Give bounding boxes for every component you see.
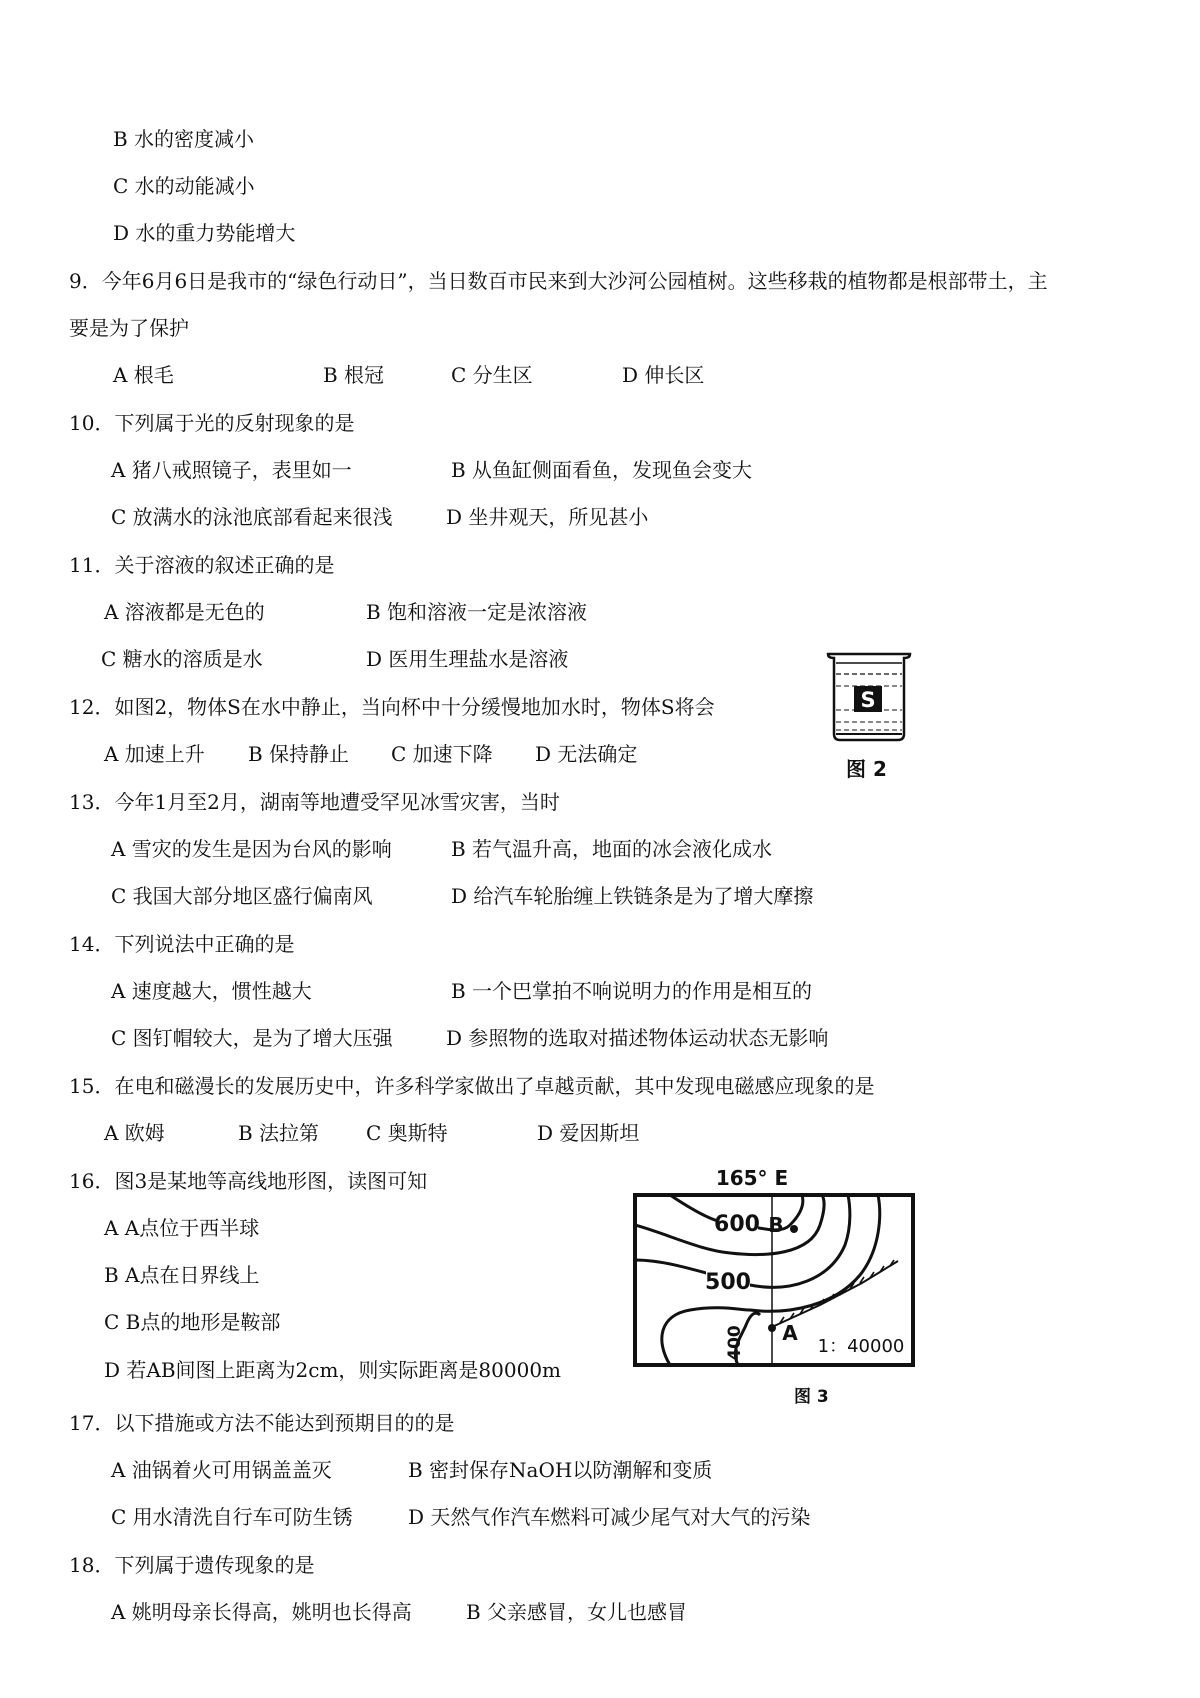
q15-option-a: A 欧姆 <box>104 1121 165 1145</box>
q17-option-d: D 天然气作汽车燃料可减少尾气对大气的污染 <box>408 1505 811 1529</box>
point-b-dot <box>790 1225 798 1233</box>
contour-500-label: 500 <box>705 1270 751 1295</box>
q8-option-d: D 水的重力势能增大 <box>113 221 296 245</box>
q12-option-b: B 保持静止 <box>248 742 350 766</box>
q12-option-d: D 无法确定 <box>535 742 638 766</box>
q12-option-c: C 加速下降 <box>391 742 493 766</box>
point-a-label: A <box>782 1321 798 1345</box>
q15-option-c: C 奥斯特 <box>366 1121 448 1145</box>
q13-option-a: A 雪灾的发生是因为台风的影响 <box>111 837 392 861</box>
q10-option-c: C 放满水的泳池底部看起来很浅 <box>111 505 393 529</box>
figure-3-contour-map <box>630 1165 920 1375</box>
q13-option-b: B 若气温升高，地面的冰会液化成水 <box>451 837 773 861</box>
q17-option-b: B 密封保存NaOH以防潮解和变质 <box>408 1458 713 1482</box>
q16-option-a: A A点位于西半球 <box>104 1216 260 1240</box>
q11-option-d: D 医用生理盐水是溶液 <box>366 647 569 671</box>
q10-stem: 10．下列属于光的反射现象的是 <box>69 411 355 435</box>
q15-option-d: D 爱因斯坦 <box>537 1121 640 1145</box>
q13-option-c: C 我国大部分地区盛行偏南风 <box>111 884 373 908</box>
q14-stem: 14．下列说法中正确的是 <box>69 932 295 956</box>
q10-option-d: D 坐井观天，所见甚小 <box>446 505 649 529</box>
q8-option-b: B 水的密度减小 <box>113 127 255 151</box>
q11-option-c: C 糖水的溶质是水 <box>101 647 263 671</box>
q14-option-b: B 一个巴掌拍不响说明力的作用是相互的 <box>451 979 813 1003</box>
q13-option-d: D 给汽车轮胎缠上铁链条是为了增大摩擦 <box>451 884 814 908</box>
q16-option-d: D 若AB间图上距离为2cm，则实际距离是80000m <box>104 1358 562 1382</box>
q9-stem-line2: 要是为了保护 <box>69 316 189 340</box>
q12-stem: 12．如图2，物体S在水中静止，当向杯中十分缓慢地加水时，物体S将会 <box>69 695 715 719</box>
q9-stem-line1: 9．今年6月6日是我市的“绿色行动日”，当日数百市民来到大沙河公园植树。这些移栽的植物都是根部带土，主 <box>69 269 1048 293</box>
q8-option-c: C 水的动能减小 <box>113 174 255 198</box>
q14-option-c: C 图钉帽较大，是为了增大压强 <box>111 1026 393 1050</box>
q9-option-c: C 分生区 <box>451 363 533 387</box>
q18-option-a: A 姚明母亲长得高，姚明也长得高 <box>111 1600 412 1624</box>
figure-2-caption: 图 2 <box>846 757 887 781</box>
figure-3-caption: 图 3 <box>794 1387 829 1407</box>
contour-600-label: 600 <box>714 1212 760 1237</box>
q11-option-a: A 溶液都是无色的 <box>104 600 265 624</box>
q14-option-a: A 速度越大，惯性越大 <box>111 979 312 1003</box>
q12-option-a: A 加速上升 <box>104 742 205 766</box>
q9-option-a: A 根毛 <box>113 363 174 387</box>
point-b-label: B <box>768 1213 784 1237</box>
q17-option-c: C 用水清洗自行车可防生锈 <box>111 1505 353 1529</box>
q16-option-c: C B点的地形是鞍部 <box>104 1310 281 1334</box>
point-a-dot <box>768 1324 776 1332</box>
q18-stem: 18．下列属于遗传现象的是 <box>69 1553 315 1577</box>
q15-stem: 15．在电和磁漫长的发展历史中，许多科学家做出了卓越贡献，其中发现电磁感应现象的是 <box>69 1074 875 1098</box>
q9-option-d: D 伸长区 <box>622 363 705 387</box>
q15-option-b: B 法拉第 <box>238 1121 320 1145</box>
contour-400-label: 400 <box>725 1325 745 1361</box>
q16-option-b: B A点在日界线上 <box>104 1263 260 1287</box>
q11-option-b: B 饱和溶液一定是浓溶液 <box>366 600 588 624</box>
q9-option-b: B 根冠 <box>323 363 385 387</box>
q16-stem: 16．图3是某地等高线地形图，读图可知 <box>69 1169 428 1193</box>
q10-option-a: A 猪八戒照镜子，表里如一 <box>111 458 352 482</box>
q17-option-a: A 油锅着火可用锅盖盖灭 <box>111 1458 332 1482</box>
q13-stem: 13．今年1月至2月，湖南等地遭受罕见冰雪灾害，当时 <box>69 790 560 814</box>
figure-2-beaker <box>822 650 918 742</box>
q18-option-b: B 父亲感冒，女儿也感冒 <box>466 1600 688 1624</box>
q11-stem: 11．关于溶液的叙述正确的是 <box>69 553 335 577</box>
q17-stem: 17．以下措施或方法不能达到预期目的的是 <box>69 1411 455 1435</box>
q10-option-b: B 从鱼缸侧面看鱼，发现鱼会变大 <box>451 458 753 482</box>
object-s-label: S <box>860 688 876 712</box>
longitude-label: 165° E <box>715 1166 789 1190</box>
map-scale-label: 1：40000 <box>817 1336 905 1357</box>
q14-option-d: D 参照物的选取对描述物体运动状态无影响 <box>446 1026 829 1050</box>
